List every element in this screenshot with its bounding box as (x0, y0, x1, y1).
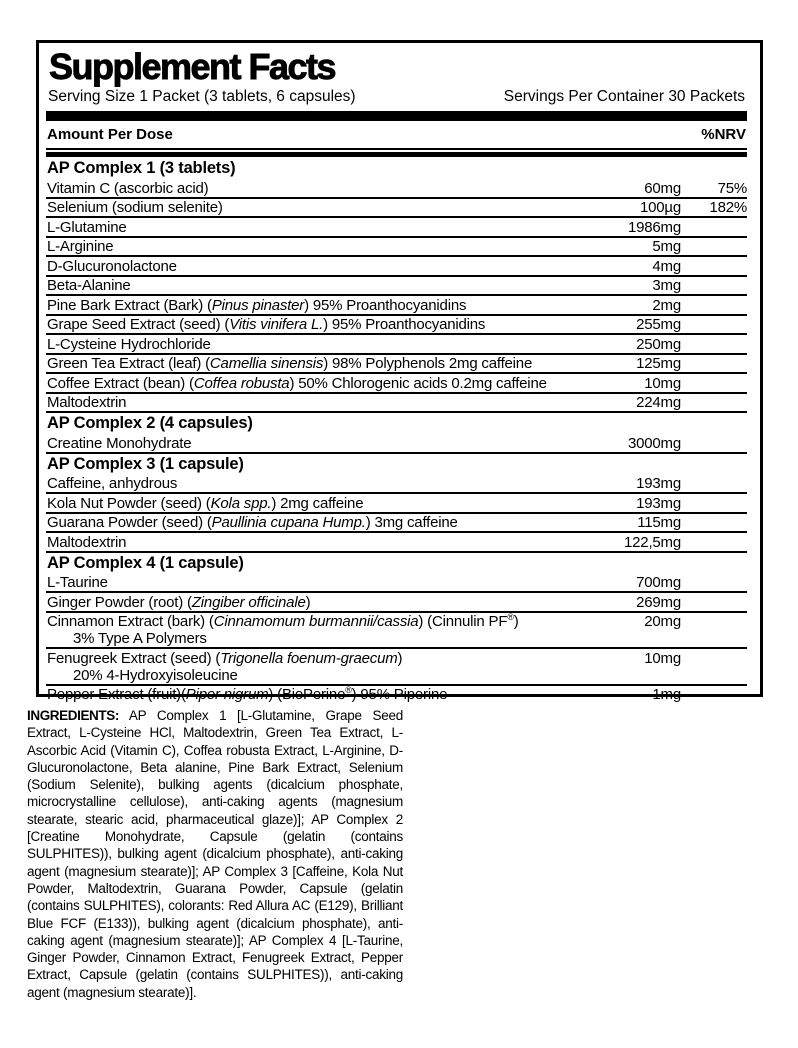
column-header-divider (46, 148, 747, 150)
ingredient-amount: 224mg (636, 394, 681, 411)
facts-row (46, 686, 747, 704)
ingredient-name: L-Cysteine Hydrochloride (47, 335, 211, 353)
divider-bar-mid (46, 152, 747, 157)
ingredient-name: Pine Bark Extract (Bark) (Pinus pinaster) 95% Proanthocyanidins (47, 296, 467, 314)
panel-title: Supplement Facts (49, 46, 336, 87)
section-header: AP Complex 3 (1 capsule) (47, 454, 244, 473)
ingredient-name: Pepper Extract (fruit)(Piper nigrum) (BioPerine®) 95% Piperine (47, 685, 448, 703)
facts-row (46, 649, 747, 686)
facts-row (46, 296, 747, 316)
facts-row (46, 218, 747, 238)
ingredient-amount: 125mg (636, 355, 681, 372)
ingredient-amount: 700mg (636, 574, 681, 591)
ingredient-name: Selenium (sodium selenite) (47, 199, 223, 216)
ingredient-name: Creatine Monohydrate (47, 434, 192, 452)
amount-per-dose-header: Amount Per Dose (47, 126, 173, 143)
ingredient-amount: 60mg (644, 179, 681, 197)
facts-sections (46, 158, 747, 703)
facts-row (46, 613, 747, 650)
facts-row (46, 277, 747, 297)
facts-row (46, 199, 747, 219)
ingredients-text: AP Complex 1 [L-Glutamine, Grape Seed Extract, L-Cysteine HCl, Maltodextrin, Green Tea Extract, L-Ascorbic Acid (Vitamin C), Coffea robusta Extract, L-Arginine, D-Glucuronolactone, Beta alanine, Pine Bark Extract, Selenium (Sodium Selenite), bulking agents (dicalcium phosphate, microcrystalline cellulose), anti-caking agents (magnesium stearate, stearic acid, pharmaceutical glaze)]; AP Complex 2 [Creatine Monohydrate, Capsule (gelatin (contains SULPHITES)), bulking agent (dicalcium phosphate), anti-caking agent (magnesium stearate)]; AP Complex 3 [Caffeine, Kola Nut Powder, Maltodextrin, Guarana Powder, Capsule (gelatin (contains SULPHITES), colorants: Red Allura AC (E129), Brilliant Blue FCF (E133)), bulking agent (dicalcium phosphate), anti-caking agent (magnesium stearate)]; AP Complex 4 [L-Taurine, Ginger Powder, Cinnamon Extract, Fenugreek Extract, Pepper Extract, Capsule (gelatin (contains SULPHITES)), anti-caking agent (magnesium stearate)]. (27, 708, 403, 1000)
facts-row (46, 374, 747, 394)
ingredient-amount: 3mg (652, 277, 681, 294)
ingredient-name: Maltodextrin (47, 533, 127, 551)
ingredient-amount: 2mg (652, 296, 681, 314)
ingredient-amount: 193mg (636, 494, 681, 512)
ingredient-name: Fenugreek Extract (seed) (Trigonella foenum-graecum) 20% 4-Hydroxyisoleucine (47, 649, 403, 684)
ingredient-name: D-Glucuronolactone (47, 257, 177, 275)
ingredient-name: Caffeine, anhydrous (47, 475, 178, 492)
column-header-row (46, 121, 747, 148)
section-header: AP Complex 2 (4 capsules) (47, 414, 253, 432)
ingredient-name: Kola Nut Powder (seed) (Kola spp.) 2mg caffeine (47, 494, 364, 512)
ingredient-name: Cinnamon Extract (bark) (Cinnamomum burmannii/cassia) (Cinnulin PF®) 3% Type A Polymers (47, 612, 519, 647)
facts-row (46, 434, 747, 454)
ingredients-paragraph (27, 707, 403, 1001)
facts-row (46, 494, 747, 514)
facts-row (46, 316, 747, 336)
ingredient-amount: 122,5mg (624, 533, 681, 551)
facts-row (46, 533, 747, 553)
facts-row (46, 593, 747, 613)
ingredient-name: Ginger Powder (root) (Zingiber officinale) (47, 593, 311, 611)
ingredient-name: Maltodextrin (47, 394, 127, 411)
ingredient-name: Guarana Powder (seed) (Paullinia cupana Hump.) 3mg caffeine (47, 514, 458, 531)
ingredient-amount: 100µg (639, 199, 681, 216)
ingredient-amount: 255mg (636, 316, 681, 333)
serving-size: Serving Size 1 Packet (3 tablets, 6 capsules) (48, 88, 356, 105)
ingredient-amount: 10mg (644, 649, 681, 667)
ingredient-amount: 250mg (636, 335, 681, 353)
facts-row (46, 179, 747, 199)
ingredient-name: L-Arginine (47, 238, 114, 255)
supplement-facts-panel (36, 40, 763, 703)
facts-row (46, 257, 747, 277)
nrv-header: %NRV (701, 126, 746, 143)
ingredient-amount: 193mg (636, 475, 681, 492)
facts-row (46, 238, 747, 258)
facts-row (46, 355, 747, 375)
ingredient-amount: 20mg (644, 613, 681, 630)
ingredient-amount: 3000mg (627, 434, 681, 452)
ingredient-amount: 1986mg (627, 218, 681, 236)
ingredient-amount: 4mg (652, 257, 681, 275)
ingredient-name: L-Taurine (47, 574, 108, 591)
serving-row (48, 88, 745, 106)
ingredient-name: Beta-Alanine (47, 277, 131, 294)
ingredient-amount: 5mg (652, 238, 681, 255)
ingredient-amount: 269mg (636, 593, 681, 611)
section-header: AP Complex 4 (1 capsule) (47, 553, 244, 572)
section-header: AP Complex 1 (3 tablets) (47, 159, 236, 177)
ingredient-name: Grape Seed Extract (seed) (Vitis vinifera L.) 95% Proanthocyanidins (47, 316, 486, 333)
ingredient-name: L-Glutamine (47, 218, 127, 236)
ingredient-name: Coffee Extract (bean) (Coffea robusta) 50% Chlorogenic acids 0.2mg caffeine (47, 374, 547, 392)
ingredient-nrv: 75% (717, 179, 747, 197)
facts-row (46, 335, 747, 355)
facts-row (46, 394, 747, 414)
divider-bar-top (46, 111, 747, 121)
ingredient-amount: 10mg (644, 374, 681, 392)
ingredient-nrv: 182% (709, 199, 747, 216)
ingredient-name: Green Tea Extract (leaf) (Camellia sinensis) 98% Polyphenols 2mg caffeine (47, 355, 533, 372)
ingredient-amount: 115mg (637, 514, 681, 531)
ingredient-amount: 1mg (652, 686, 681, 703)
facts-row (46, 574, 747, 594)
ingredients-label: INGREDIENTS: (27, 708, 119, 723)
ingredient-name: Vitamin C (ascorbic acid) (47, 179, 209, 197)
facts-row (46, 475, 747, 495)
facts-row (46, 514, 747, 534)
servings-per-container: Servings Per Container 30 Packets (503, 88, 745, 105)
